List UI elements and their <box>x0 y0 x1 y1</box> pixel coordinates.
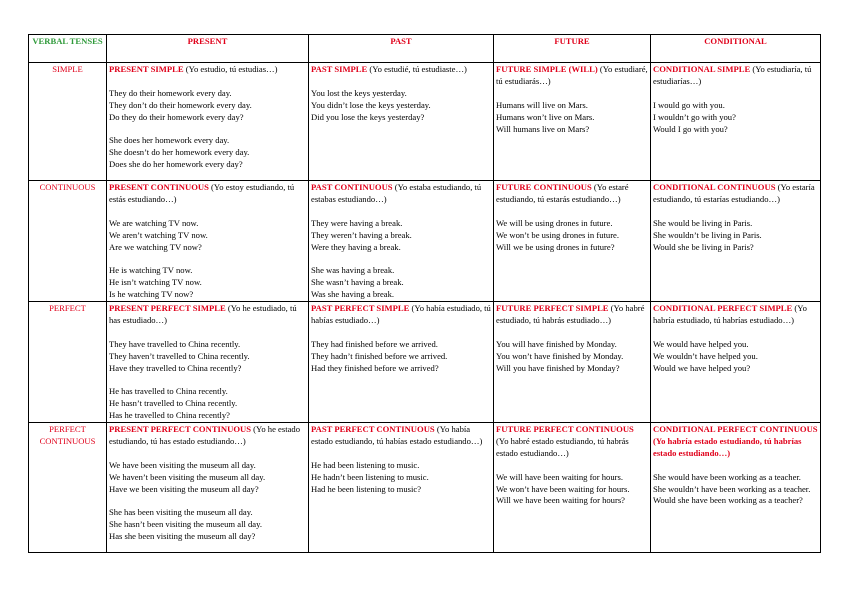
example-sentence: Did you lose the keys yesterday? <box>311 111 425 122</box>
tense-cell <box>309 423 494 553</box>
example-sentence: She wouldn’t be living in Paris. <box>653 229 762 240</box>
tense-heading <box>653 64 818 88</box>
tense-cell <box>107 181 309 302</box>
spacer <box>496 460 648 472</box>
spacer <box>109 374 306 386</box>
spacer <box>653 88 818 100</box>
example-sentence: Would we have helped you? <box>653 362 751 373</box>
tense-heading <box>109 64 306 76</box>
tense-title: PAST PERFECT SIMPLE <box>311 303 410 314</box>
spacer <box>109 448 306 460</box>
tense-spanish-note: (Yo estudiaré, tú estudiarás…) <box>496 64 648 86</box>
example-sentence: We aren’t watching TV now. <box>109 229 208 240</box>
tense-spanish-note: (Yo estoy estudiando, tú estás estudiando…) <box>109 182 295 204</box>
spacer <box>109 495 306 507</box>
spacer <box>311 76 491 88</box>
tense-heading <box>311 182 491 206</box>
header-past: PAST <box>309 35 494 63</box>
tense-spanish-note: (Yo estaré estudiando, tú estarás estudiando…) <box>496 182 629 204</box>
tense-cell <box>494 181 651 302</box>
example-sentence: They do their homework every day. <box>109 87 232 98</box>
example-sentence: They have travelled to China recently. <box>109 338 241 349</box>
example-sentence: You didn’t lose the keys yesterday. <box>311 99 431 110</box>
tense-title: CONDITIONAL PERFECT CONTINUOUS (Yo habría estado estudiando, tú habrías estado estudiando…) <box>653 424 818 458</box>
tense-heading <box>653 182 818 206</box>
example-sentence: Are we watching TV now? <box>109 241 202 252</box>
header-row <box>29 35 821 63</box>
tense-title: PRESENT SIMPLE <box>109 64 184 74</box>
example-sentence: Do they do their homework every day? <box>109 111 244 122</box>
example-sentence: She was having a break. <box>311 265 395 276</box>
tense-heading <box>109 424 306 448</box>
row-label: PERFECT <box>29 302 107 423</box>
row-perfect-continuous <box>29 423 821 553</box>
example-sentence: We wouldn’t have helped you. <box>653 350 758 361</box>
tense-spanish-note: (Yo estudiaría, tú estudiarías…) <box>653 64 812 86</box>
example-sentence: They haven’t travelled to China recently. <box>109 350 250 361</box>
example-sentence: Is he watching TV now? <box>109 289 194 300</box>
example-sentence: I would go with you. <box>653 99 725 110</box>
tense-cell <box>107 423 309 553</box>
tense-spanish-note: (Yo habría estudiado, tú habrías estudiado…) <box>653 303 807 325</box>
row-label: CONTINUOUS <box>29 181 107 302</box>
example-sentence: Were they having a break. <box>311 241 401 252</box>
spacer <box>496 206 648 218</box>
example-sentence: Had he been listening to music? <box>311 483 422 494</box>
example-sentence: She hasn’t been visiting the museum all day. <box>109 519 262 530</box>
tense-title: CONDITIONAL PERFECT SIMPLE <box>653 303 793 314</box>
example-sentence: She does her homework every day. <box>109 135 230 146</box>
example-sentence: We won’t be using drones in future. <box>496 229 620 240</box>
example-sentence: Was she having a break. <box>311 289 395 300</box>
tense-spanish-note: (Yo estudié, tú estudiaste…) <box>367 64 467 74</box>
tense-title: FUTURE SIMPLE (WILL) <box>496 64 598 74</box>
example-sentence: Would she be living in Paris? <box>653 241 754 252</box>
example-sentence: They had finished before we arrived. <box>311 338 438 349</box>
tense-title: CONDITIONAL SIMPLE <box>653 64 751 74</box>
example-sentence: We would have helped you. <box>653 338 749 349</box>
example-sentence: Had they finished before we arrived? <box>311 362 439 373</box>
example-sentence: Does she do her homework every day? <box>109 159 243 170</box>
tense-cell <box>107 302 309 423</box>
tense-title: CONDITIONAL CONTINUOUS <box>653 182 776 192</box>
example-sentence: She doesn’t do her homework every day. <box>109 147 250 158</box>
example-sentence: Will we be using drones in future? <box>496 241 615 252</box>
tense-spanish-note: (Yo estaría estudiando, tú estarías estudiando…) <box>653 182 815 204</box>
tense-title: FUTURE CONTINUOUS <box>496 182 592 192</box>
example-sentence: They hadn’t finished before we arrived. <box>311 350 448 361</box>
example-sentence: Have they travelled to China recently? <box>109 362 242 373</box>
tense-heading <box>653 303 818 327</box>
tense-spanish-note: (Yo había estudiado, tú habías estudiado…) <box>311 303 491 325</box>
tense-cell <box>494 302 651 423</box>
example-sentence: I wouldn’t go with you? <box>653 111 736 122</box>
example-sentence: She wasn’t having a break. <box>311 277 404 288</box>
example-sentence: She has been visiting the museum all day. <box>109 507 253 518</box>
example-sentence: Will we have been waiting for hours? <box>496 495 625 506</box>
spacer <box>311 206 491 218</box>
header-future: FUTURE <box>494 35 651 63</box>
tense-cell <box>309 302 494 423</box>
example-sentence: We won’t have been waiting for hours. <box>496 483 630 494</box>
spacer <box>311 253 491 265</box>
tense-heading <box>496 64 648 88</box>
tense-spanish-note: (Yo he estudiado, tú has estudiado…) <box>109 303 297 325</box>
tense-heading <box>311 303 491 327</box>
tense-title: PAST PERFECT CONTINUOUS <box>311 424 435 435</box>
example-sentence: Would she have been working as a teacher? <box>653 495 803 506</box>
tense-title: FUTURE PERFECT SIMPLE <box>496 303 609 314</box>
row-perfect <box>29 302 821 423</box>
tense-heading <box>496 303 648 327</box>
example-sentence: She would be living in Paris. <box>653 217 753 228</box>
example-sentence: You lost the keys yesterday. <box>311 87 407 98</box>
example-sentence: We have been visiting the museum all day. <box>109 459 256 470</box>
tense-heading <box>496 424 648 460</box>
example-sentence: You will have finished by Monday. <box>496 338 617 349</box>
example-sentence: Will humans live on Mars? <box>496 123 590 134</box>
example-sentence: Has she been visiting the museum all day? <box>109 531 256 542</box>
tense-spanish-note: (Yo estudio, tú estudias…) <box>183 64 278 74</box>
row-continuous <box>29 181 821 302</box>
tense-cell <box>651 423 821 553</box>
tense-title: PRESENT PERFECT SIMPLE <box>109 303 226 314</box>
tense-title: PRESENT PERFECT CONTINUOUS <box>109 424 251 435</box>
tense-heading <box>109 182 306 206</box>
header-verbal-tenses: VERBAL TENSES <box>29 35 107 63</box>
tense-title: PAST CONTINUOUS <box>311 182 393 192</box>
tense-cell <box>651 63 821 181</box>
spacer <box>109 253 306 265</box>
example-sentence: Would I go with you? <box>653 123 728 134</box>
example-sentence: They were having a break. <box>311 217 403 228</box>
tense-spanish-note: (Yo estaba estudiando, tú estabas estudiando…) <box>311 182 482 204</box>
spacer <box>109 206 306 218</box>
spacer <box>653 206 818 218</box>
example-sentence: She wouldn’t have been working as a teacher. <box>653 483 811 494</box>
spacer <box>653 327 818 339</box>
tense-cell <box>651 302 821 423</box>
example-sentence: They weren’t having a break. <box>311 229 412 240</box>
spacer <box>109 124 306 136</box>
tense-spanish-note: (Yo había estado estudiando, tú habías estado estudiando…) <box>311 424 483 446</box>
tense-cell <box>651 181 821 302</box>
tense-spanish-note: (Yo habré estudiado, tú habrás estudiado…) <box>496 303 645 325</box>
spacer <box>496 327 648 339</box>
example-sentence: She would have been working as a teacher. <box>653 471 801 482</box>
row-label: PERFECT CONTINUOUS <box>29 423 107 553</box>
tense-heading <box>109 303 306 327</box>
example-sentence: He hadn’t been listening to music. <box>311 471 429 482</box>
tense-cell <box>309 181 494 302</box>
example-sentence: We will be using drones in future. <box>496 217 613 228</box>
tense-title: PAST SIMPLE <box>311 64 368 74</box>
verb-tenses-table <box>28 34 821 553</box>
example-sentence: He had been listening to music. <box>311 459 420 470</box>
row-simple <box>29 63 821 181</box>
example-sentence: Humans will live on Mars. <box>496 99 588 110</box>
tense-cell <box>309 63 494 181</box>
example-sentence: Humans won’t live on Mars. <box>496 111 595 122</box>
example-sentence: He hasn’t travelled to China recently. <box>109 398 238 409</box>
example-sentence: Has he travelled to China recently? <box>109 410 230 421</box>
example-sentence: Have we been visiting the museum all day? <box>109 483 259 494</box>
tense-spanish-note: (Yo habré estado estudiando, tú habrás estado estudiando…) <box>496 435 629 458</box>
tense-spanish-note: (Yo he estado estudiando, tú has estado estudiando…) <box>109 424 301 446</box>
row-label: SIMPLE <box>29 63 107 181</box>
example-sentence: He isn’t watching TV now. <box>109 277 202 288</box>
tense-cell <box>107 63 309 181</box>
tense-heading <box>653 424 818 460</box>
spacer <box>109 76 306 88</box>
example-sentence: We are watching TV now. <box>109 217 199 228</box>
spacer <box>496 88 648 100</box>
tense-cell <box>494 63 651 181</box>
tense-title: PRESENT CONTINUOUS <box>109 182 209 192</box>
spacer <box>311 327 491 339</box>
example-sentence: We haven’t been visiting the museum all day. <box>109 471 266 482</box>
spacer <box>653 460 818 472</box>
tense-heading <box>311 64 491 76</box>
spacer <box>311 448 491 460</box>
example-sentence: He has travelled to China recently. <box>109 386 228 397</box>
example-sentence: You won’t have finished by Monday. <box>496 350 624 361</box>
spacer <box>109 327 306 339</box>
example-sentence: Will you have finished by Monday? <box>496 362 620 373</box>
header-conditional: CONDITIONAL <box>651 35 821 63</box>
tense-title: FUTURE PERFECT CONTINUOUS <box>496 424 634 435</box>
example-sentence: We will have been waiting for hours. <box>496 471 623 482</box>
header-present: PRESENT <box>107 35 309 63</box>
tense-heading <box>496 182 648 206</box>
tense-cell <box>494 423 651 553</box>
tense-heading <box>311 424 491 448</box>
example-sentence: He is watching TV now. <box>109 265 193 276</box>
example-sentence: They don’t do their homework every day. <box>109 99 252 110</box>
